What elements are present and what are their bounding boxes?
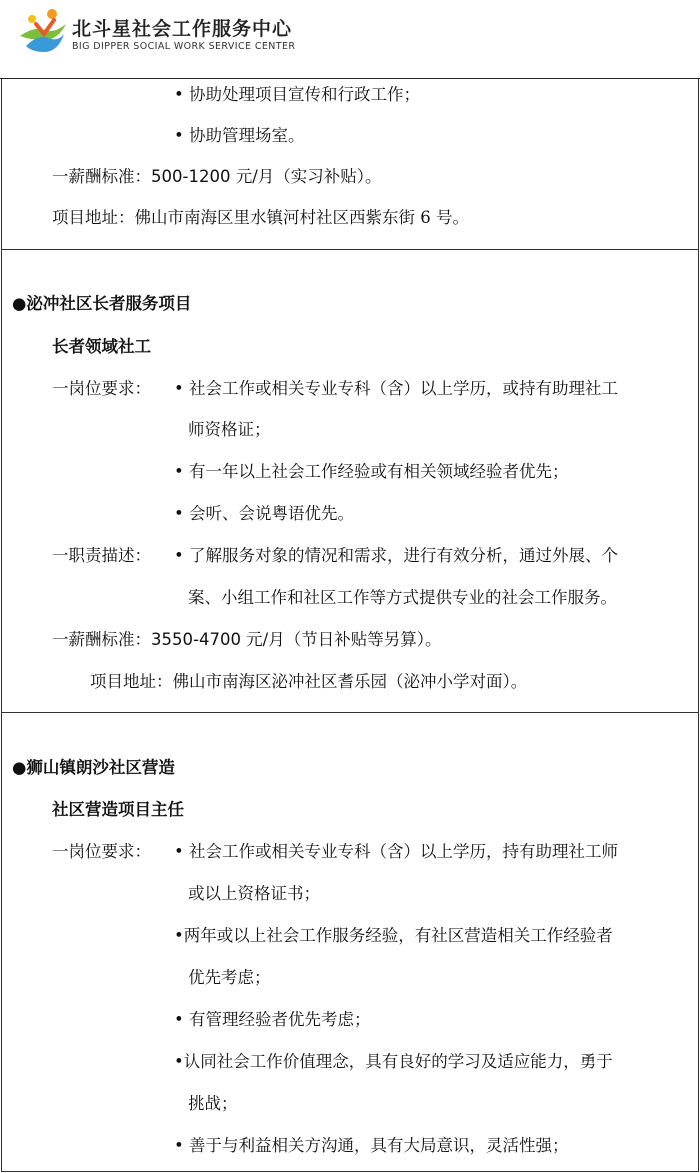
project-title: ●泌冲社区长者服务项目 — [12, 294, 192, 313]
position-title: 社区营造项目主任 — [52, 800, 184, 819]
duty-item: • 协助处理项目宣传和行政工作； — [174, 85, 420, 104]
project-title: ●狮山镇朗沙社区营造 — [12, 758, 175, 777]
salary-label: 一薪酬标准： — [52, 167, 151, 186]
req-item: • 会听、会说粤语优先。 — [174, 504, 354, 523]
salary-suffix: 元/月（节日补贴等另算）。 — [240, 630, 442, 649]
salary-label: 一薪酬标准： — [52, 630, 151, 649]
org-name-en: BIG DIPPER SOCIAL WORK SERVICE CENTER — [72, 41, 296, 52]
req-label: 一岗位要求： — [52, 842, 151, 861]
req-item-cont: 优先考虑； — [188, 968, 271, 987]
req-item-cont: 或以上资格证书； — [188, 884, 320, 903]
req-label: 一岗位要求： — [52, 379, 151, 398]
req-item: •认同社会工作价值理念，具有良好的学习及适应能力，勇于 — [174, 1052, 613, 1071]
project-address: 项目地址：佛山市南海区泌冲社区耆乐园（泌冲小学对面）。 — [90, 672, 528, 691]
duty-item-cont: 案、小组工作和社区工作等方式提供专业的社会工作服务。 — [188, 588, 617, 607]
big-dipper-logo-icon — [14, 6, 70, 56]
section-divider — [2, 249, 698, 250]
salary-line — [52, 629, 442, 651]
page-header — [0, 0, 700, 79]
req-item: • 社会工作或相关专业专科（含）以上学历，或持有助理社工 — [174, 379, 618, 398]
salary-suffix: 元/月（实习补贴）。 — [230, 167, 382, 186]
duty-label: 一职责描述： — [52, 546, 151, 565]
org-name-cn: 北斗星社会工作服务中心 — [72, 18, 293, 40]
req-item-cont: 师资格证； — [188, 420, 271, 439]
project-address: 项目地址：佛山市南海区里水镇河村社区西紫东街 6 号。 — [52, 208, 469, 227]
req-item: • 有管理经验者优先考虑； — [174, 1010, 371, 1029]
duty-item: • 协助管理场室。 — [174, 126, 305, 145]
duty-item: • 了解服务对象的情况和需求，进行有效分析，通过外展、个 — [174, 546, 618, 565]
req-item: • 善于与利益相关方沟通，具有大局意识，灵活性强； — [174, 1136, 569, 1155]
salary-value: 3550-4700 — [151, 630, 241, 649]
salary-line — [52, 166, 382, 188]
position-title: 长者领域社工 — [52, 337, 151, 356]
req-item: • 社会工作或相关专业专科（含）以上学历，持有助理社工师 — [174, 842, 618, 861]
req-item-cont: 挑战； — [188, 1094, 238, 1113]
req-item: • 有一年以上社会工作经验或有相关领域经验者优先； — [174, 462, 569, 481]
req-item: •两年或以上社会工作服务经验，有社区营造相关工作经验者 — [174, 926, 613, 945]
section-divider — [2, 712, 698, 713]
salary-value: 500-1200 — [151, 167, 231, 186]
job-listing-table — [1, 79, 699, 1172]
